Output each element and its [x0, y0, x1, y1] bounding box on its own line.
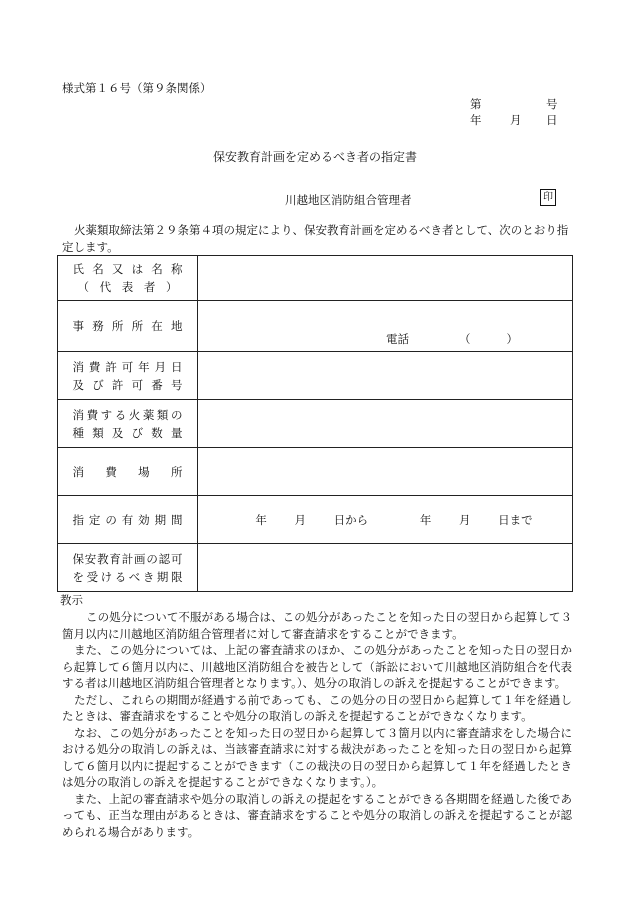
notice-paragraph: ただし、これらの期間が経過する前であっても、この処分の日の翌日から起算して１年を経過したときは、審査請求をすることや処分の取消しの訴えを提起することができなくなります。 — [62, 692, 572, 723]
notice-body — [62, 609, 572, 840]
label-permit: 消費許可年月日 及び許可番号 — [58, 352, 198, 400]
date-month: 月 — [510, 113, 522, 127]
period-to-year: 年 — [419, 512, 432, 527]
tel-label: 電話 — [386, 332, 409, 346]
telephone — [386, 331, 568, 347]
period-to-day: 日まで — [498, 512, 533, 527]
table-row — [58, 496, 573, 544]
value-office[interactable] — [198, 301, 573, 352]
period-to-month: 月 — [458, 512, 471, 527]
period-from-month: 月 — [294, 512, 307, 527]
number-label-dai: 第 — [470, 97, 482, 111]
notice-paragraph: また、上記の審査請求や処分の取消しの訴えの提起をすることができる各期間を経過した後であっても、正当な理由があるときは、審査請求をすることや処分の取消しの訴えを提起することが認められる場合があります。 — [62, 791, 572, 839]
form-number: 様式第１６号（第９条関係） — [62, 81, 212, 95]
tel-paren-close: ） — [506, 332, 518, 346]
date-day: 日 — [546, 113, 558, 127]
table-row — [58, 400, 573, 448]
value-period[interactable] — [198, 496, 573, 544]
label-period: 指定の有効期間 — [58, 496, 198, 544]
notice-paragraph: なお、この処分があったことを知った日の翌日から起算して３箇月以内に審査請求をした場合における処分の取消しの訴えは、当該審査請求に対する裁決があったことを知った日の翌日から起算して６箇月以内に提起することができます（この裁決の日の翌日から起算して１年を経過したときは処分の取消しの訴えを提起することができなくなります。）。 — [62, 725, 572, 789]
date-year: 年 — [470, 113, 482, 127]
table-row — [58, 256, 573, 301]
document-title: 保安教育計画を定めるべき者の指定書 — [212, 150, 417, 164]
label-explosives: 消費する火薬類の 種類及び数量 — [58, 400, 198, 448]
label-place: 消費場所 — [58, 448, 198, 496]
label-office: 事務所所在地 — [58, 301, 198, 352]
value-approval-deadline[interactable] — [198, 544, 573, 592]
designation-table — [57, 255, 573, 592]
table-row — [58, 352, 573, 400]
value-explosives[interactable] — [198, 400, 573, 448]
label-name: 氏名又は名称 （代表者） — [58, 256, 198, 301]
value-permit[interactable] — [198, 352, 573, 400]
seal-mark: 印 — [540, 189, 556, 206]
table-row — [58, 448, 573, 496]
value-place[interactable] — [198, 448, 573, 496]
value-name[interactable] — [198, 256, 573, 301]
notice-paragraph: また、この処分については、上記の審査請求のほか、この処分があったことを知った日の翌日から起算して６箇月以内に、川越地区消防組合を被告として（訴訟において川越地区消防組合を代表する者は川越地区消防組合管理者となります。）、処分の取消しの訴えを提起することができます。 — [62, 643, 572, 690]
label-approval-deadline: 保安教育計画の認可 を受けるべき期限 — [58, 544, 198, 592]
table-row — [58, 544, 573, 592]
table-row — [58, 301, 573, 352]
number-label-go: 号 — [546, 97, 558, 111]
notice-paragraph: この処分について不服がある場合は、この処分があったことを知った日の翌日から起算して３箇月以内に川越地区消防組合管理者に対して審査請求をすることができます。 — [62, 610, 572, 641]
period-from-year: 年 — [255, 512, 267, 527]
issuer-name: 川越地区消防組合管理者 — [285, 193, 412, 207]
intro-text: 火薬類取締法第２９条第４項の規定により、保安教育計画を定めるべき者として、次のとおり指定します。 — [62, 223, 569, 254]
tel-paren-open: （ — [459, 332, 471, 346]
period-from-day: 日から — [333, 512, 369, 527]
notice-heading: 教示 — [60, 593, 83, 607]
